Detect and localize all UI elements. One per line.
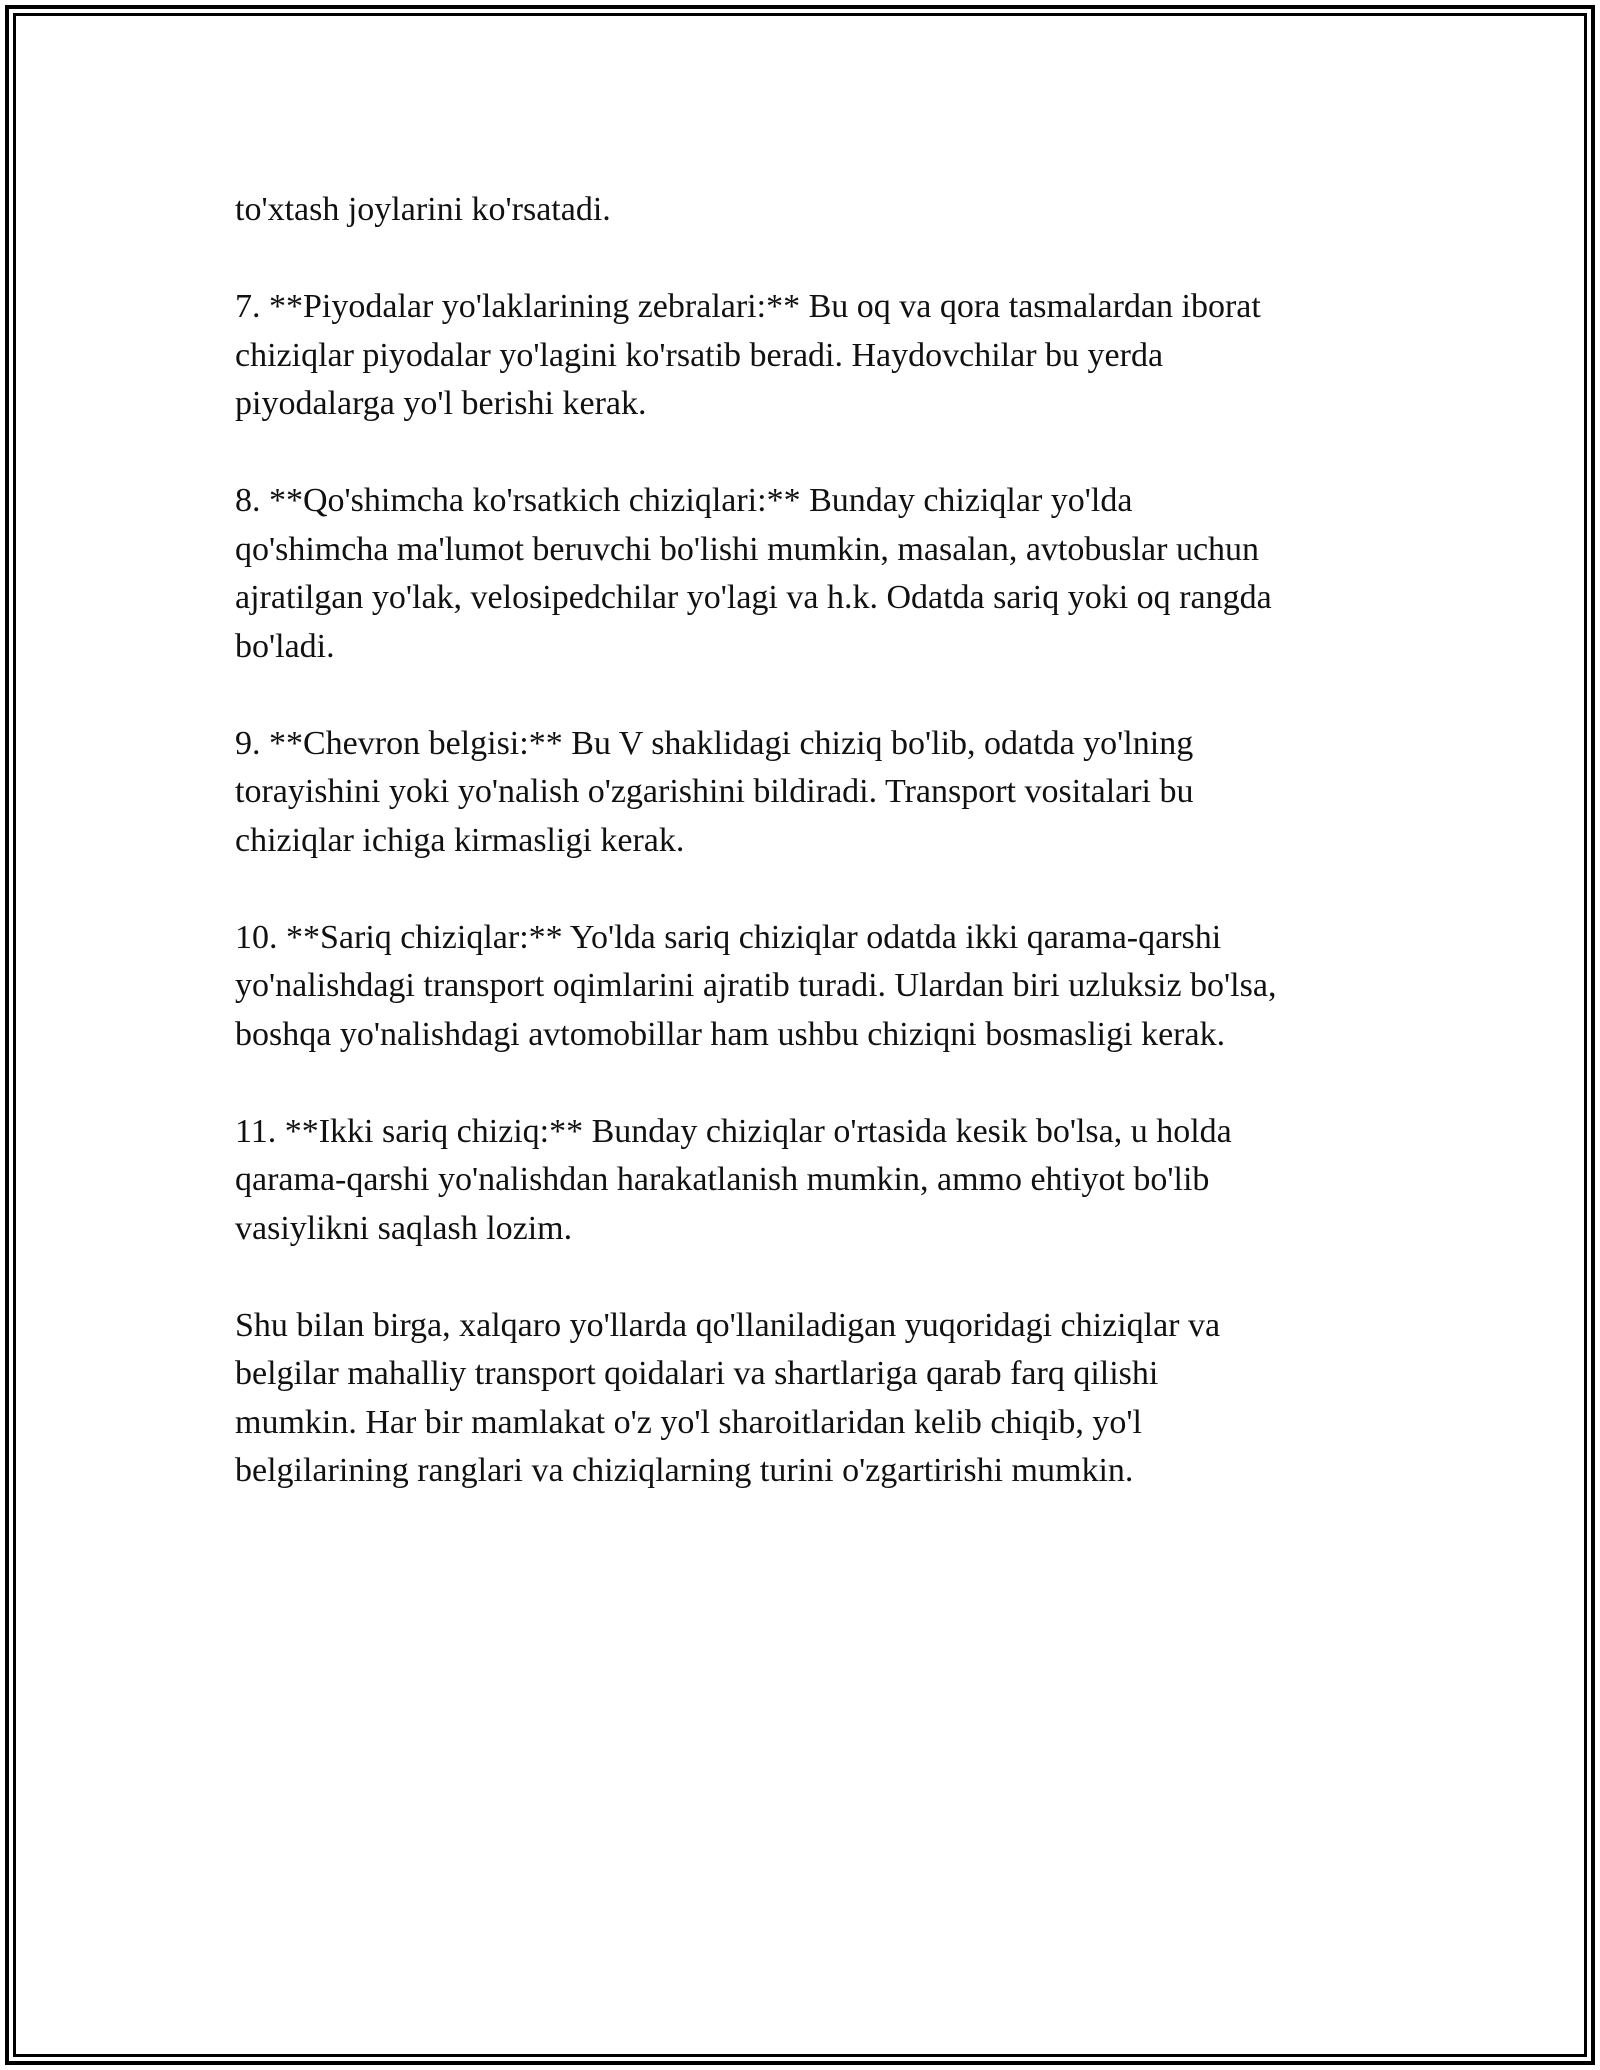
paragraph-item-11: 11. **Ikki sariq chiziq:** Bunday chiziqlar o'rtasida kesik bo'lsa, u holda qarama-qarshi yo'nalishdan harakatlanish mumkin, ammo ehtiyot bo'lib vasiylikni saqlash lozim. — [235, 1112, 1232, 1247]
paragraph-continuation: to'xtash joylarini ko'rsatadi. — [235, 191, 611, 228]
paragraph-item-10: 10. **Sariq chiziqlar:** Yo'lda sariq chiziqlar odatda ikki qarama-qarshi yo'nalishdagi transport oqimlarini ajratib turadi. Ulardan biri uzluksiz bo'lsa, boshqa yo'nalishdagi avtomobillar ham ushbu chiziqni bosmasligi kerak. — [235, 918, 1277, 1053]
document-body — [235, 186, 1375, 1544]
paragraph-item-9: 9. **Chevron belgisi:** Bu V shaklidagi chiziq bo'lib, odatda yo'lning torayishini yoki yo'nalish o'zgarishini bildiradi. Transport vositalari bu chiziqlar ichiga kirmasligi kerak. — [235, 724, 1194, 859]
paragraph-item-7: 7. **Piyodalar yo'laklarining zebralari:** Bu oq va qora tasmalardan iborat chiziqlar piyodalar yo'lagini ko'rsatib beradi. Haydovchilar bu yerda piyodalarga yo'l berishi kerak. — [235, 288, 1261, 422]
paragraph-conclusion: Shu bilan birga, xalqaro yo'llarda qo'llaniladigan yuqoridagi chiziqlar va belgilar mahalliy transport qoidalari va shartlariga qarab farq qilishi mumkin. Har bir mamlakat o'z yo'l sharoitlaridan kelib chiqib, yo'l belgilarining ranglari va chiziqlarning turini o'zgartirishi mumkin. — [235, 1306, 1221, 1489]
paragraph-item-8: 8. **Qo'shimcha ko'rsatkich chiziqlari:** Bunday chiziqlar yo'lda qo'shimcha ma'lumot beruvchi bo'lishi mumkin, masalan, avtobuslar uchun ajratilgan yo'lak, velosipedchilar yo'lagi va h.k. Odatda sariq yoki oq rangda bo'ladi. — [235, 482, 1272, 665]
